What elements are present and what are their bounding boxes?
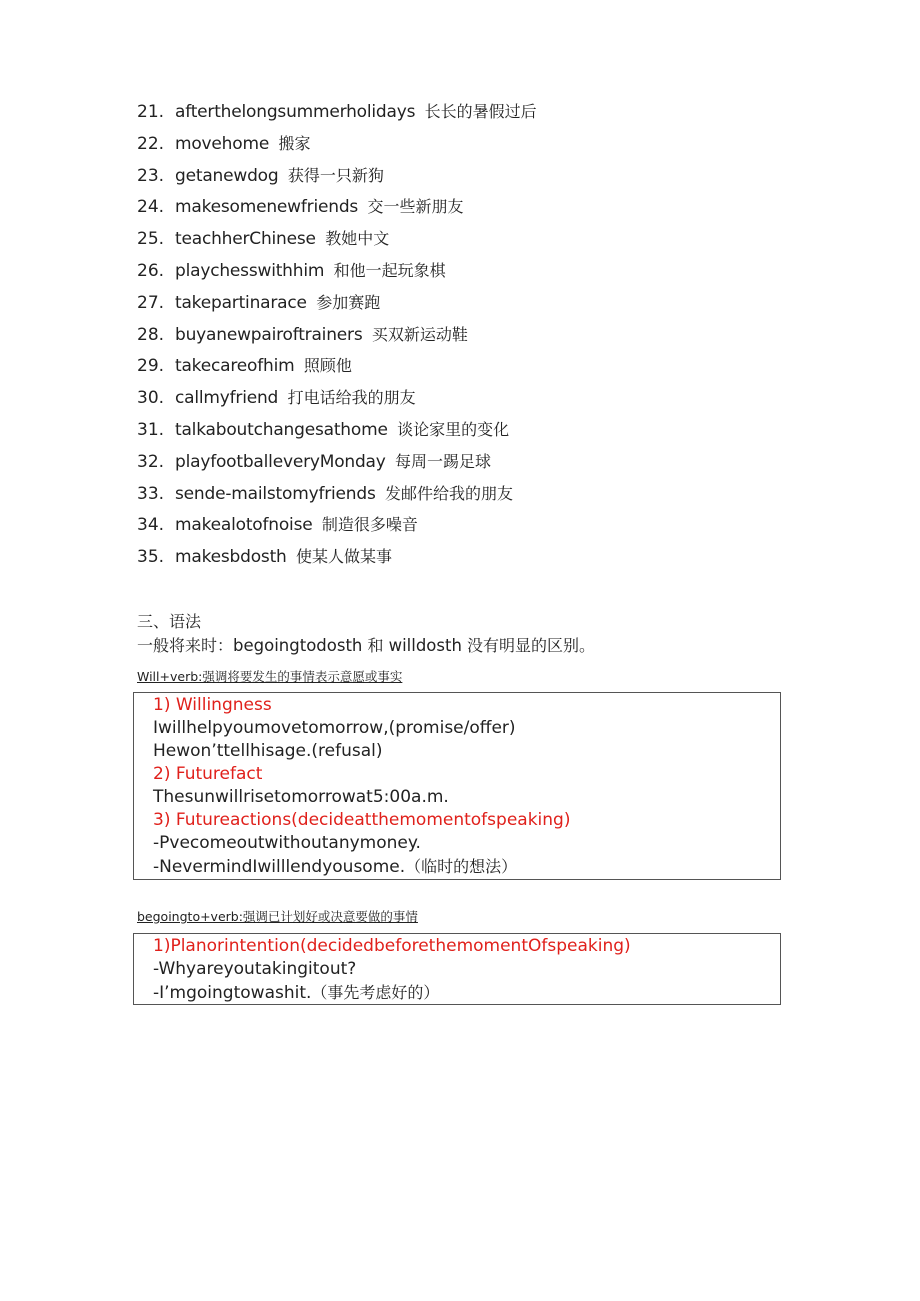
item-number: 34. <box>137 515 165 536</box>
example-heading: 1) Willingness <box>153 695 272 715</box>
example-heading: 2) Futurefact <box>153 764 263 784</box>
english-phrase: callmyfriend <box>175 388 279 409</box>
chinese-meaning: 长长的暑假过后 <box>424 102 537 121</box>
list-item <box>137 191 537 223</box>
chinese-meaning: 发邮件给我的朋友 <box>385 483 514 503</box>
will-example-box <box>133 692 781 880</box>
example-note: （临时的想法） <box>405 857 518 876</box>
item-number: 22. <box>137 133 165 154</box>
chinese-meaning: 搬家 <box>278 133 311 153</box>
intro-text: 没有明显的区别。 <box>461 636 596 655</box>
english-phrase: takecareofhim <box>175 356 295 377</box>
list-item <box>137 223 537 255</box>
list-item <box>137 541 537 573</box>
grammar-intro <box>137 633 595 656</box>
item-number: 31. <box>137 419 165 440</box>
will-caption: Will+verb:强调将要发生的事情表示意愿或事实 <box>137 669 403 684</box>
chinese-meaning: 使某人做某事 <box>296 547 393 567</box>
list-item <box>137 319 537 351</box>
example-heading: 3) Futureactions(decideatthemomentofspeaking) <box>153 810 571 830</box>
example-line <box>134 981 780 1004</box>
chinese-meaning: 获得一只新狗 <box>287 165 384 185</box>
english-phrase: afterthelongsummerholidays <box>175 102 416 122</box>
chinese-meaning: 谈论家里的变化 <box>397 419 510 439</box>
example-heading: 1)Planorintention(decidedbeforethemomentOfspeaking) <box>153 936 631 956</box>
item-number: 21. <box>137 102 165 122</box>
intro-text: 一般将来时： <box>137 636 234 655</box>
chinese-meaning: 交一些新朋友 <box>367 197 464 217</box>
item-number: 23. <box>137 165 165 186</box>
english-phrase: talkaboutchangesathome <box>175 419 388 440</box>
example-line: Iwillhelpyoumovetomorrow,(promise/offer) <box>153 718 516 738</box>
chinese-meaning: 教她中文 <box>325 229 390 249</box>
intro-text: 和 <box>362 636 389 655</box>
english-phrase: getanewdog <box>175 165 279 186</box>
item-number: 27. <box>137 292 165 313</box>
english-phrase: makealotofnoise <box>175 515 313 536</box>
chinese-meaning: 照顾他 <box>303 356 352 376</box>
example-line: -Pvecomeoutwithoutanymoney. <box>153 833 421 853</box>
intro-term: willdosth <box>388 636 462 655</box>
english-phrase: sende-mailstomyfriends <box>175 483 376 504</box>
chinese-meaning: 参加赛跑 <box>316 292 381 312</box>
english-phrase: makesbdosth <box>175 547 287 568</box>
example-line: Thesunwillrisetomorrowat5:00a.m. <box>153 787 449 807</box>
going-example-box <box>133 933 781 1005</box>
list-item <box>137 287 537 319</box>
english-phrase: playchesswithhim <box>175 260 325 281</box>
list-item <box>137 128 537 160</box>
item-number: 33. <box>137 483 165 504</box>
intro-term: begoingtodosth <box>233 636 363 655</box>
chinese-meaning: 和他一起玩象棋 <box>333 260 446 280</box>
item-number: 25. <box>137 229 165 250</box>
item-number: 30. <box>137 388 165 409</box>
list-item <box>137 255 537 287</box>
example-line <box>134 855 780 878</box>
item-number: 24. <box>137 197 165 218</box>
chinese-meaning: 打电话给我的朋友 <box>287 388 416 408</box>
item-number: 26. <box>137 260 165 281</box>
example-note: （事先考虑好的） <box>311 983 440 1002</box>
list-item <box>137 382 537 414</box>
english-phrase: playfootballeveryMonday <box>175 451 386 472</box>
section-title: 三、语法 <box>137 612 202 631</box>
english-phrase: takepartinarace <box>175 292 307 313</box>
example-line: Hewon’ttellhisage.(refusal) <box>153 741 383 761</box>
chinese-meaning: 每周一踢足球 <box>395 451 492 471</box>
english-phrase: teachherChinese <box>175 229 316 250</box>
example-text: -NevermindIwilllendyousome. <box>153 857 406 877</box>
example-text: -I’mgoingtowashit. <box>153 983 312 1003</box>
list-item <box>137 350 537 382</box>
phrase-list <box>137 96 537 573</box>
example-line: -Whyareyoutakingitout? <box>153 959 357 979</box>
chinese-meaning: 买双新运动鞋 <box>371 324 468 344</box>
english-phrase: buyanewpairoftrainers <box>175 324 363 345</box>
item-number: 29. <box>137 356 165 377</box>
list-item <box>137 478 537 510</box>
list-item <box>137 509 537 541</box>
list-item <box>137 160 537 192</box>
english-phrase: movehome <box>175 133 270 154</box>
item-number: 32. <box>137 451 165 472</box>
list-item <box>137 446 537 478</box>
item-number: 28. <box>137 324 165 345</box>
english-phrase: makesomenewfriends <box>175 197 359 218</box>
list-item <box>137 96 537 128</box>
list-item <box>137 414 537 446</box>
chinese-meaning: 制造很多噪音 <box>321 515 418 535</box>
going-caption: begoingto+verb:强调已计划好或决意要做的事情 <box>137 909 418 924</box>
item-number: 35. <box>137 547 165 568</box>
